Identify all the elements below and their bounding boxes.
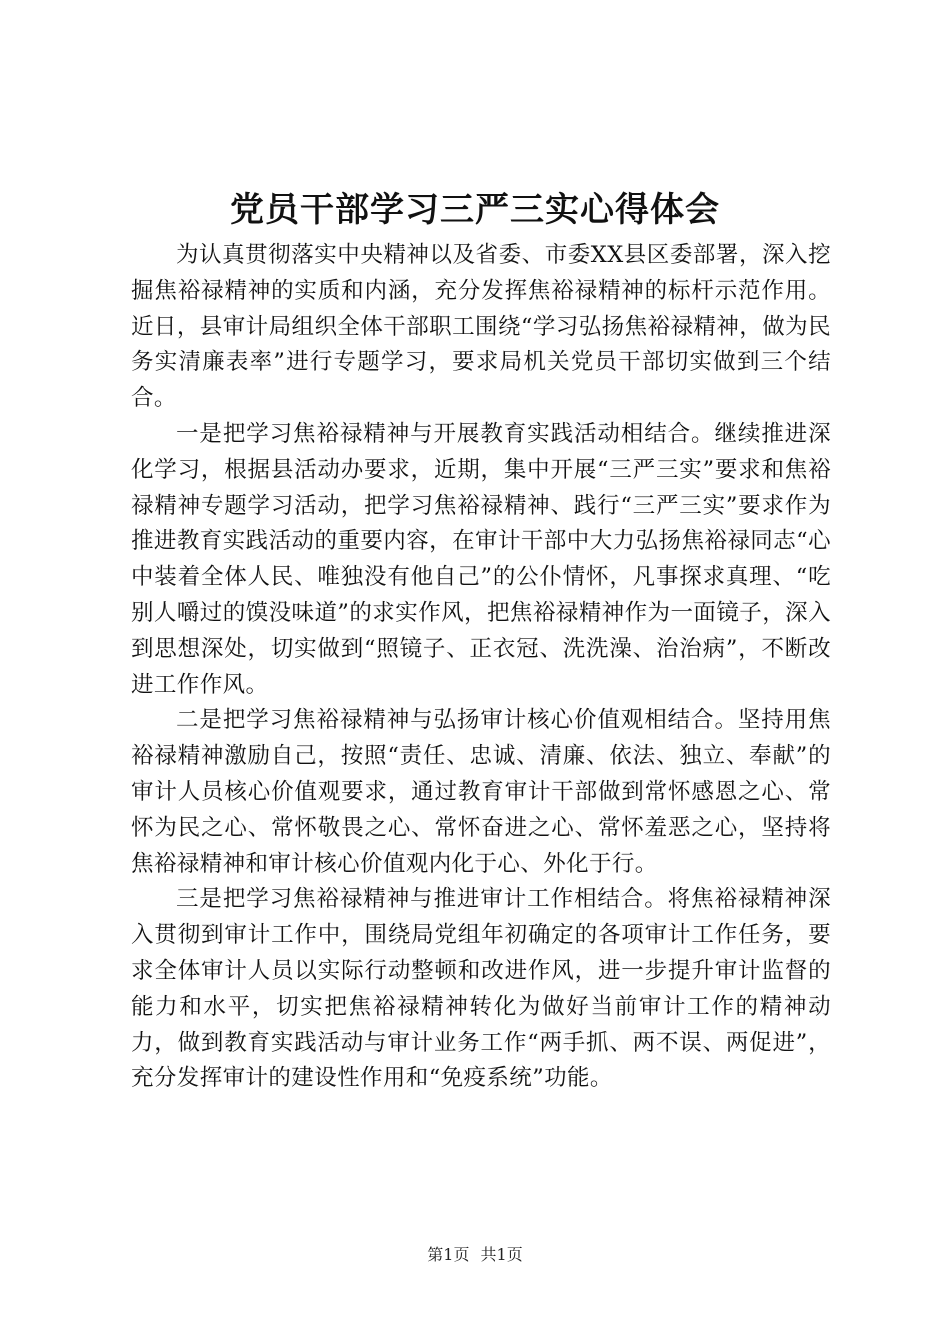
paragraph-intro: 为认真贯彻落实中央精神以及省委、市委XX县区委部署，深入挖掘焦裕禄精神的实质和内涵，充分发挥焦裕禄精神的标杆示范作用。近日，县审计局组织全体干部职工围绕“学习弘扬焦裕禄精神，做为民务实清廉表率”进行专题学习，要求局机关党员干部切实做到三个结合。 xyxy=(131,242,831,412)
paragraph-point-one: 一是把学习焦裕禄精神与开展教育实践活动相结合。继续推进深化学习，根据县活动办要求，近期，集中开展“三严三实”要求和焦裕禄精神专题学习活动，把学习焦裕禄精神、践行“三严三实”要求作为推进教育实践活动的重要内容，在审计干部中大力弘扬焦裕禄同志“心中装着全体人民、唯独没有他自己”的公仆情怀，凡事探求真理、“吃别人嚼过的馍没味道”的求实作风，把焦裕禄精神作为一面镜子，深入到思想深处，切实做到“照镜子、正衣冠、洗洗澡、治治病”，不断改进工作作风。 xyxy=(131,420,831,698)
document-body xyxy=(131,238,831,1097)
page-footer xyxy=(0,1244,950,1266)
paragraph-point-three: 三是把学习焦裕禄精神与推进审计工作相结合。将焦裕禄精神深入贯彻到审计工作中，围绕局党组年初确定的各项审计工作任务，要求全体审计人员以实际行动整顿和改进作风，进一步提升审计监督的能力和水平，切实把焦裕禄精神转化为做好当前审计工作的精神动力，做到教育实践活动与审计业务工作“两手抓、两不误、两促进”，充分发挥审计的建设性作用和“免疫系统”功能。 xyxy=(131,886,831,1092)
document-title: 党员干部学习三严三实心得体会 xyxy=(230,190,720,230)
paragraph-point-two: 二是把学习焦裕禄精神与弘扬审计核心价值观相结合。坚持用焦裕禄精神激励自己，按照“责任、忠诚、清廉、依法、独立、奉献”的审计人员核心价值观要求，通过教育审计干部做到常怀感恩之心、常怀为民之心、常怀敬畏之心、常怀奋进之心、常怀羞恶之心，坚持将焦裕禄精神和审计核心价值观内化于心、外化于行。 xyxy=(131,707,831,877)
page-number-total: 共1页 xyxy=(480,1245,523,1264)
page-number-current: 第1页 xyxy=(427,1245,470,1264)
